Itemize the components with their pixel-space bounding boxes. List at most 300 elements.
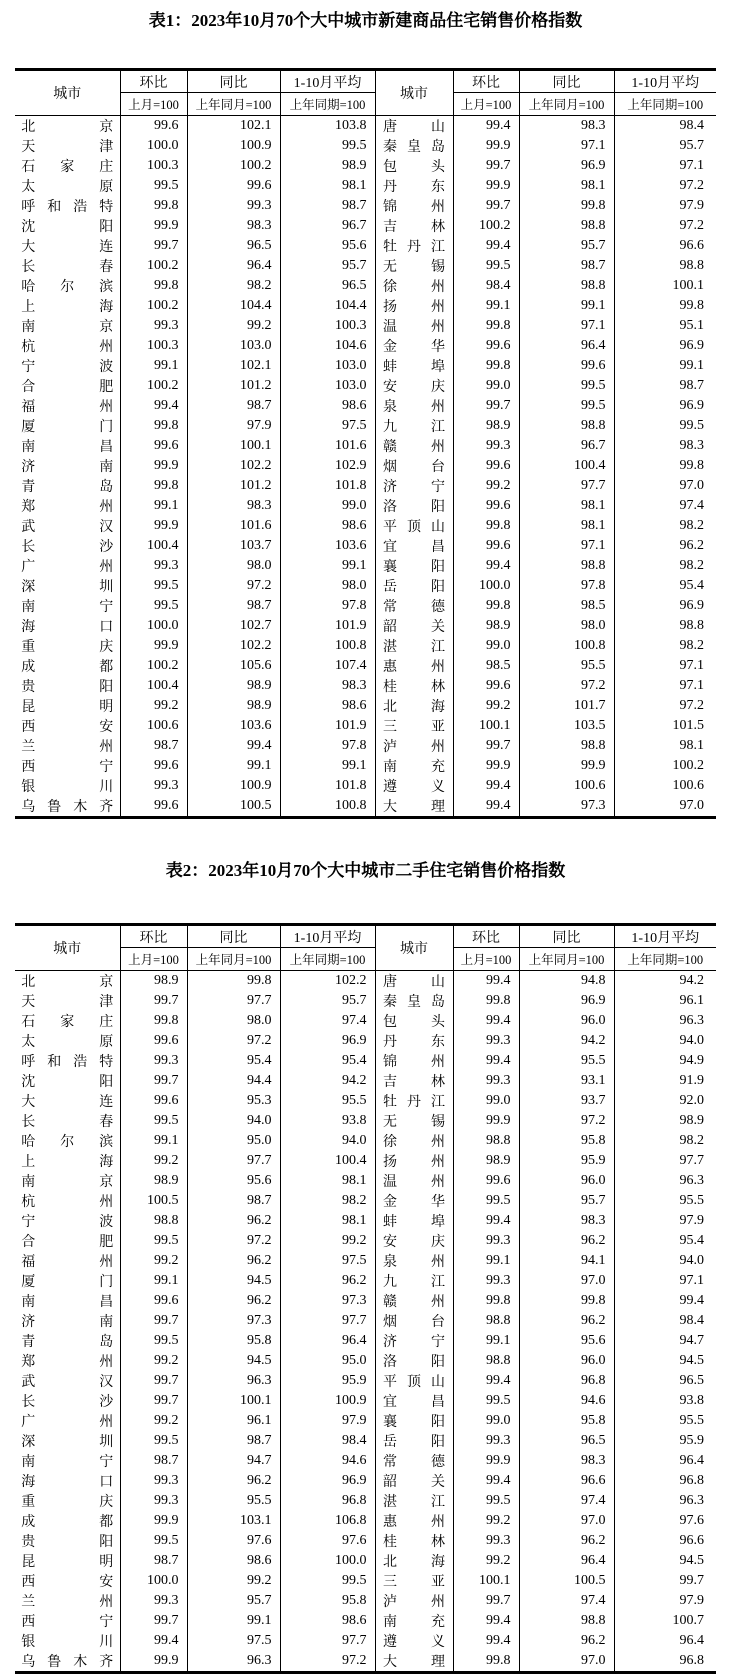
city-cell bbox=[375, 1271, 453, 1291]
table-row bbox=[15, 276, 716, 296]
city-cell bbox=[375, 1551, 453, 1571]
city-cell bbox=[375, 1291, 453, 1311]
index-value-cell: 95.9 bbox=[280, 1371, 375, 1391]
index-value-cell: 91.9 bbox=[679, 1073, 704, 1088]
index-value-cell: 97.9 bbox=[280, 1411, 375, 1431]
city-cell bbox=[375, 216, 453, 236]
city-cell bbox=[15, 1371, 120, 1391]
index-value-cell: 97.9 bbox=[187, 416, 280, 436]
index-value-cell: 98.9 bbox=[453, 1151, 519, 1171]
column-header-city: 城市 bbox=[15, 925, 120, 971]
city-name: 郑州 bbox=[21, 1355, 114, 1370]
table-row bbox=[15, 536, 716, 556]
index-value-cell: 98.8 bbox=[453, 1311, 519, 1331]
column-header-yoy: 同比 bbox=[187, 70, 280, 93]
table-row bbox=[15, 296, 716, 316]
index-value-cell: 96.9 bbox=[519, 991, 614, 1011]
index-value-cell: 99.6 bbox=[120, 1031, 187, 1051]
city-cell bbox=[375, 1431, 453, 1451]
table-row bbox=[15, 1271, 716, 1291]
city-name: 宁波 bbox=[21, 1215, 114, 1230]
city-cell bbox=[375, 296, 453, 316]
table-row bbox=[15, 456, 716, 476]
index-value-cell: 98.4 bbox=[679, 1313, 704, 1328]
table-row bbox=[15, 496, 716, 516]
index-value-cell: 93.8 bbox=[679, 1393, 704, 1408]
city-name: 烟台 bbox=[383, 1315, 445, 1330]
city-name: 成都 bbox=[21, 660, 114, 675]
index-value-cell: 96.3 bbox=[187, 1371, 280, 1391]
index-value-cell: 99.8 bbox=[453, 316, 519, 336]
table-row bbox=[15, 616, 716, 636]
index-value-cell: 99.7 bbox=[453, 736, 519, 756]
city-name: 昆明 bbox=[21, 1555, 114, 1570]
city-name: 南宁 bbox=[21, 600, 114, 615]
index-value-cell: 97.0 bbox=[519, 1511, 614, 1531]
city-name: 吉林 bbox=[383, 220, 445, 235]
index-value-cell: 99.1 bbox=[120, 1271, 187, 1291]
city-cell bbox=[375, 676, 453, 696]
table-row bbox=[15, 1631, 716, 1651]
index-value-cell: 97.9 bbox=[679, 1213, 704, 1228]
index-value-cell: 100.5 bbox=[120, 1191, 187, 1211]
city-name: 赣州 bbox=[383, 1295, 445, 1310]
table-row bbox=[15, 1651, 716, 1673]
city-name: 常德 bbox=[383, 600, 445, 615]
index-value-cell: 102.1 bbox=[187, 116, 280, 137]
city-cell bbox=[375, 116, 453, 137]
index-value-cell: 100.1 bbox=[187, 1391, 280, 1411]
index-value-cell: 95.6 bbox=[280, 236, 375, 256]
city-cell bbox=[15, 1511, 120, 1531]
index-value-cell: 98.8 bbox=[519, 1611, 614, 1631]
index-value-cell: 99.9 bbox=[453, 1111, 519, 1131]
index-value-cell: 100.0 bbox=[453, 576, 519, 596]
city-cell bbox=[15, 316, 120, 336]
city-name: 温州 bbox=[383, 320, 445, 335]
table-row bbox=[15, 1131, 716, 1151]
index-value-cell: 98.2 bbox=[679, 558, 704, 573]
index-value-cell: 99.2 bbox=[120, 1151, 187, 1171]
index-value-cell: 95.8 bbox=[280, 1591, 375, 1611]
index-value-cell: 95.0 bbox=[187, 1131, 280, 1151]
index-value-cell: 99.6 bbox=[453, 336, 519, 356]
index-value-cell: 101.9 bbox=[280, 716, 375, 736]
index-value-cell: 98.5 bbox=[519, 596, 614, 616]
city-name: 沈阳 bbox=[21, 220, 114, 235]
table-row bbox=[15, 716, 716, 736]
table-row bbox=[15, 356, 716, 376]
index-value-cell: 99.1 bbox=[187, 756, 280, 776]
index-value-cell: 93.1 bbox=[519, 1071, 614, 1091]
city-cell bbox=[375, 1491, 453, 1511]
index-value-cell: 99.6 bbox=[453, 496, 519, 516]
table-row bbox=[15, 236, 716, 256]
city-cell bbox=[15, 1111, 120, 1131]
index-value-cell: 96.6 bbox=[519, 1471, 614, 1491]
index-value-cell: 100.4 bbox=[519, 456, 614, 476]
table-row bbox=[15, 416, 716, 436]
index-value-cell: 103.1 bbox=[187, 1511, 280, 1531]
index-value-cell: 96.2 bbox=[519, 1631, 614, 1651]
column-header-city: 城市 bbox=[375, 925, 453, 971]
index-value-cell: 99.4 bbox=[453, 971, 519, 992]
city-cell bbox=[375, 1631, 453, 1651]
index-value-cell: 96.9 bbox=[280, 1471, 375, 1491]
index-value-cell: 101.5 bbox=[672, 718, 704, 733]
city-cell bbox=[375, 196, 453, 216]
index-value-cell: 99.4 bbox=[453, 116, 519, 137]
index-value-cell: 100.3 bbox=[120, 336, 187, 356]
index-value-cell: 99.9 bbox=[120, 516, 187, 536]
index-value-cell: 99.4 bbox=[679, 1293, 704, 1308]
index-value-cell: 99.7 bbox=[120, 1311, 187, 1331]
index-value-cell: 99.5 bbox=[280, 1571, 375, 1591]
index-value-cell: 101.8 bbox=[280, 776, 375, 796]
index-value-cell: 101.7 bbox=[519, 696, 614, 716]
index-value-cell: 99.0 bbox=[453, 636, 519, 656]
column-header-city: 城市 bbox=[375, 70, 453, 116]
index-value-cell: 99.7 bbox=[453, 1591, 519, 1611]
index-value-cell: 99.2 bbox=[187, 1571, 280, 1591]
index-value-cell: 96.8 bbox=[679, 1653, 704, 1668]
index-value-cell: 99.5 bbox=[120, 576, 187, 596]
column-header-avg: 1-10月平均 bbox=[280, 70, 375, 93]
index-value-cell: 94.2 bbox=[519, 1031, 614, 1051]
index-value-cell: 98.8 bbox=[679, 618, 704, 633]
index-value-cell: 99.8 bbox=[453, 516, 519, 536]
index-value-cell: 98.8 bbox=[120, 1211, 187, 1231]
index-value-cell: 102.2 bbox=[187, 636, 280, 656]
city-name: 赣州 bbox=[383, 440, 445, 455]
city-cell bbox=[15, 536, 120, 556]
city-name: 包头 bbox=[383, 160, 445, 175]
index-value-cell: 98.0 bbox=[519, 616, 614, 636]
index-value-cell: 99.4 bbox=[120, 1631, 187, 1651]
city-name: 徐州 bbox=[383, 280, 445, 295]
index-value-cell: 97.1 bbox=[679, 1273, 704, 1288]
table-row bbox=[15, 636, 716, 656]
index-value-cell: 94.5 bbox=[187, 1271, 280, 1291]
index-value-cell: 99.2 bbox=[453, 1511, 519, 1531]
index-value-cell: 96.2 bbox=[519, 1531, 614, 1551]
city-cell bbox=[15, 1531, 120, 1551]
city-name: 泸州 bbox=[383, 740, 445, 755]
index-value-cell: 97.8 bbox=[280, 596, 375, 616]
index-value-cell: 99.3 bbox=[120, 316, 187, 336]
table-row bbox=[15, 1231, 716, 1251]
index-value-cell: 95.5 bbox=[679, 1413, 704, 1428]
city-cell bbox=[375, 1651, 453, 1673]
city-name: 泉州 bbox=[383, 1255, 445, 1270]
city-cell bbox=[15, 1491, 120, 1511]
table-row bbox=[15, 1071, 716, 1091]
index-value-cell: 96.5 bbox=[519, 1431, 614, 1451]
city-cell bbox=[15, 1411, 120, 1431]
index-value-cell: 100.1 bbox=[453, 1571, 519, 1591]
index-value-cell: 99.8 bbox=[120, 276, 187, 296]
index-value-cell: 96.2 bbox=[519, 1231, 614, 1251]
table-row bbox=[15, 1491, 716, 1511]
city-name: 石家庄 bbox=[21, 1015, 114, 1030]
city-name: 哈尔滨 bbox=[21, 280, 114, 295]
table-row bbox=[15, 1031, 716, 1051]
index-value-cell: 100.7 bbox=[672, 1613, 704, 1628]
index-value-cell: 99.9 bbox=[120, 1511, 187, 1531]
index-value-cell: 97.7 bbox=[187, 991, 280, 1011]
table-row bbox=[15, 1371, 716, 1391]
city-name: 天津 bbox=[21, 995, 114, 1010]
index-value-cell: 101.8 bbox=[280, 476, 375, 496]
city-name: 常德 bbox=[383, 1455, 445, 1470]
city-cell bbox=[15, 1451, 120, 1471]
city-cell bbox=[15, 216, 120, 236]
index-value-cell: 99.4 bbox=[453, 1051, 519, 1071]
index-value-cell: 99.2 bbox=[453, 476, 519, 496]
index-value-cell: 94.7 bbox=[679, 1333, 704, 1348]
index-value-cell: 99.9 bbox=[519, 756, 614, 776]
table2-body bbox=[15, 971, 716, 1673]
index-value-cell: 99.5 bbox=[120, 1111, 187, 1131]
city-name: 哈尔滨 bbox=[21, 1135, 114, 1150]
index-value-cell: 98.3 bbox=[187, 216, 280, 236]
city-name: 吉林 bbox=[383, 1075, 445, 1090]
index-value-cell: 100.4 bbox=[120, 536, 187, 556]
index-value-cell: 99.7 bbox=[120, 991, 187, 1011]
city-name: 无锡 bbox=[383, 260, 445, 275]
index-value-cell: 99.5 bbox=[453, 1491, 519, 1511]
table-row bbox=[15, 1191, 716, 1211]
city-name: 南京 bbox=[21, 1175, 114, 1190]
index-value-cell: 96.4 bbox=[679, 1453, 704, 1468]
city-name: 泸州 bbox=[383, 1595, 445, 1610]
city-name: 锦州 bbox=[383, 1055, 445, 1070]
table-row bbox=[15, 256, 716, 276]
column-header-mom: 环比 bbox=[453, 925, 519, 948]
index-value-cell: 94.2 bbox=[679, 973, 704, 988]
city-name: 西宁 bbox=[21, 760, 114, 775]
index-value-cell: 99.1 bbox=[453, 296, 519, 316]
table2-header bbox=[15, 925, 716, 971]
index-value-cell: 98.2 bbox=[187, 276, 280, 296]
city-name: 丹东 bbox=[383, 180, 445, 195]
index-value-cell: 100.1 bbox=[187, 436, 280, 456]
city-cell bbox=[15, 1151, 120, 1171]
city-name: 海口 bbox=[21, 1475, 114, 1490]
index-value-cell: 97.7 bbox=[519, 476, 614, 496]
city-name: 平顶山 bbox=[383, 1375, 445, 1390]
index-value-cell: 97.9 bbox=[679, 1593, 704, 1608]
index-value-cell: 100.8 bbox=[280, 796, 375, 818]
index-value-cell: 99.7 bbox=[453, 196, 519, 216]
city-cell bbox=[15, 436, 120, 456]
city-name: 包头 bbox=[383, 1015, 445, 1030]
city-name: 金华 bbox=[383, 1195, 445, 1210]
index-value-cell: 99.4 bbox=[120, 396, 187, 416]
city-name: 惠州 bbox=[383, 660, 445, 675]
table-row bbox=[15, 676, 716, 696]
index-value-cell: 99.6 bbox=[453, 536, 519, 556]
index-value-cell: 107.4 bbox=[280, 656, 375, 676]
index-value-cell: 102.2 bbox=[187, 456, 280, 476]
city-cell bbox=[375, 536, 453, 556]
index-value-cell: 98.4 bbox=[280, 1431, 375, 1451]
index-value-cell: 98.4 bbox=[679, 118, 704, 133]
city-cell bbox=[375, 1251, 453, 1271]
city-name: 泉州 bbox=[383, 400, 445, 415]
index-value-cell: 96.8 bbox=[519, 1371, 614, 1391]
table-row bbox=[15, 1451, 716, 1471]
index-value-cell: 95.5 bbox=[187, 1491, 280, 1511]
index-value-cell: 99.6 bbox=[120, 756, 187, 776]
city-cell bbox=[15, 1291, 120, 1311]
index-value-cell: 98.1 bbox=[519, 516, 614, 536]
index-value-cell: 104.6 bbox=[280, 336, 375, 356]
city-cell bbox=[15, 456, 120, 476]
index-value-cell: 95.7 bbox=[280, 991, 375, 1011]
city-name: 郑州 bbox=[21, 500, 114, 515]
index-value-cell: 99.4 bbox=[453, 1211, 519, 1231]
city-cell bbox=[375, 1471, 453, 1491]
city-cell bbox=[15, 1391, 120, 1411]
index-value-cell: 99.3 bbox=[120, 1491, 187, 1511]
index-value-cell: 103.6 bbox=[187, 716, 280, 736]
city-cell bbox=[375, 1611, 453, 1631]
city-cell bbox=[15, 971, 120, 992]
column-header-yoy-base: 上年同月=100 bbox=[187, 93, 280, 116]
city-cell bbox=[375, 1191, 453, 1211]
index-value-cell: 100.9 bbox=[280, 1391, 375, 1411]
column-header-yoy: 同比 bbox=[519, 70, 614, 93]
city-cell bbox=[15, 136, 120, 156]
city-name: 福州 bbox=[21, 400, 114, 415]
city-cell bbox=[15, 416, 120, 436]
index-value-cell: 97.7 bbox=[280, 1631, 375, 1651]
city-name: 九江 bbox=[383, 420, 445, 435]
city-cell bbox=[15, 1231, 120, 1251]
index-value-cell: 94.5 bbox=[187, 1351, 280, 1371]
index-value-cell: 99.6 bbox=[519, 356, 614, 376]
city-cell bbox=[15, 1011, 120, 1031]
city-name: 徐州 bbox=[383, 1135, 445, 1150]
index-value-cell: 96.9 bbox=[679, 398, 704, 413]
table-row bbox=[15, 156, 716, 176]
city-cell bbox=[375, 616, 453, 636]
index-value-cell: 99.1 bbox=[453, 1331, 519, 1351]
index-value-cell: 95.0 bbox=[280, 1351, 375, 1371]
index-value-cell: 98.7 bbox=[519, 256, 614, 276]
index-value-cell: 97.4 bbox=[519, 1591, 614, 1611]
index-value-cell: 95.1 bbox=[679, 318, 704, 333]
index-value-cell: 98.8 bbox=[519, 556, 614, 576]
city-name: 锦州 bbox=[383, 200, 445, 215]
table-row bbox=[15, 1251, 716, 1271]
index-value-cell: 99.3 bbox=[120, 1591, 187, 1611]
column-header-yoy-base: 上年同月=100 bbox=[519, 948, 614, 971]
index-value-cell: 96.2 bbox=[679, 538, 704, 553]
index-value-cell: 97.2 bbox=[187, 1231, 280, 1251]
index-value-cell: 101.9 bbox=[280, 616, 375, 636]
index-value-cell: 96.3 bbox=[187, 1651, 280, 1673]
index-value-cell: 99.8 bbox=[120, 476, 187, 496]
city-name: 太原 bbox=[21, 180, 114, 195]
index-value-cell: 99.2 bbox=[453, 696, 519, 716]
city-cell bbox=[15, 756, 120, 776]
index-value-cell: 94.0 bbox=[187, 1111, 280, 1131]
table-row bbox=[15, 796, 716, 818]
index-value-cell: 94.1 bbox=[519, 1251, 614, 1271]
city-cell bbox=[375, 1051, 453, 1071]
index-value-cell: 98.9 bbox=[453, 616, 519, 636]
index-value-cell: 98.9 bbox=[280, 156, 375, 176]
index-value-cell: 97.6 bbox=[679, 1513, 704, 1528]
index-value-cell: 97.6 bbox=[280, 1531, 375, 1551]
index-value-cell: 99.0 bbox=[453, 376, 519, 396]
city-name: 惠州 bbox=[383, 1515, 445, 1530]
city-cell bbox=[15, 556, 120, 576]
index-value-cell: 98.4 bbox=[453, 276, 519, 296]
index-value-cell: 96.9 bbox=[280, 1031, 375, 1051]
city-name: 韶关 bbox=[383, 620, 445, 635]
index-value-cell: 99.5 bbox=[280, 136, 375, 156]
column-header-mom: 环比 bbox=[120, 925, 187, 948]
index-value-cell: 99.5 bbox=[120, 1431, 187, 1451]
index-value-cell: 99.1 bbox=[280, 756, 375, 776]
city-cell bbox=[375, 1011, 453, 1031]
index-value-cell: 100.4 bbox=[120, 676, 187, 696]
city-cell bbox=[375, 656, 453, 676]
table2-secondhand-home-price-index bbox=[15, 923, 716, 1674]
index-value-cell: 98.7 bbox=[187, 596, 280, 616]
city-name: 合肥 bbox=[21, 1235, 114, 1250]
city-name: 宁波 bbox=[21, 360, 114, 375]
city-cell bbox=[375, 1531, 453, 1551]
index-value-cell: 98.0 bbox=[280, 576, 375, 596]
city-cell bbox=[15, 256, 120, 276]
index-value-cell: 95.5 bbox=[519, 1051, 614, 1071]
city-name: 扬州 bbox=[383, 1155, 445, 1170]
index-value-cell: 97.8 bbox=[280, 736, 375, 756]
index-value-cell: 97.4 bbox=[280, 1011, 375, 1031]
city-name: 唐山 bbox=[383, 120, 445, 135]
city-cell bbox=[375, 256, 453, 276]
index-value-cell: 98.8 bbox=[519, 736, 614, 756]
index-value-cell: 96.5 bbox=[679, 1373, 704, 1388]
index-value-cell: 95.4 bbox=[679, 578, 704, 593]
index-value-cell: 100.3 bbox=[120, 156, 187, 176]
index-value-cell: 99.4 bbox=[453, 1471, 519, 1491]
city-name: 银川 bbox=[21, 1635, 114, 1650]
index-value-cell: 103.0 bbox=[280, 376, 375, 396]
index-value-cell: 92.0 bbox=[679, 1093, 704, 1108]
city-name: 福州 bbox=[21, 1255, 114, 1270]
index-value-cell: 93.7 bbox=[519, 1091, 614, 1111]
city-name: 乌鲁木齐 bbox=[21, 800, 114, 815]
index-value-cell: 99.2 bbox=[120, 696, 187, 716]
index-value-cell: 99.5 bbox=[120, 1231, 187, 1251]
index-value-cell: 99.8 bbox=[187, 971, 280, 992]
index-value-cell: 98.6 bbox=[280, 516, 375, 536]
index-value-cell: 98.3 bbox=[187, 496, 280, 516]
city-cell bbox=[375, 636, 453, 656]
city-name: 石家庄 bbox=[21, 160, 114, 175]
index-value-cell: 100.6 bbox=[672, 778, 704, 793]
index-value-cell: 99.3 bbox=[187, 196, 280, 216]
city-cell bbox=[375, 1331, 453, 1351]
city-cell bbox=[15, 676, 120, 696]
city-cell bbox=[375, 336, 453, 356]
city-name: 南京 bbox=[21, 320, 114, 335]
